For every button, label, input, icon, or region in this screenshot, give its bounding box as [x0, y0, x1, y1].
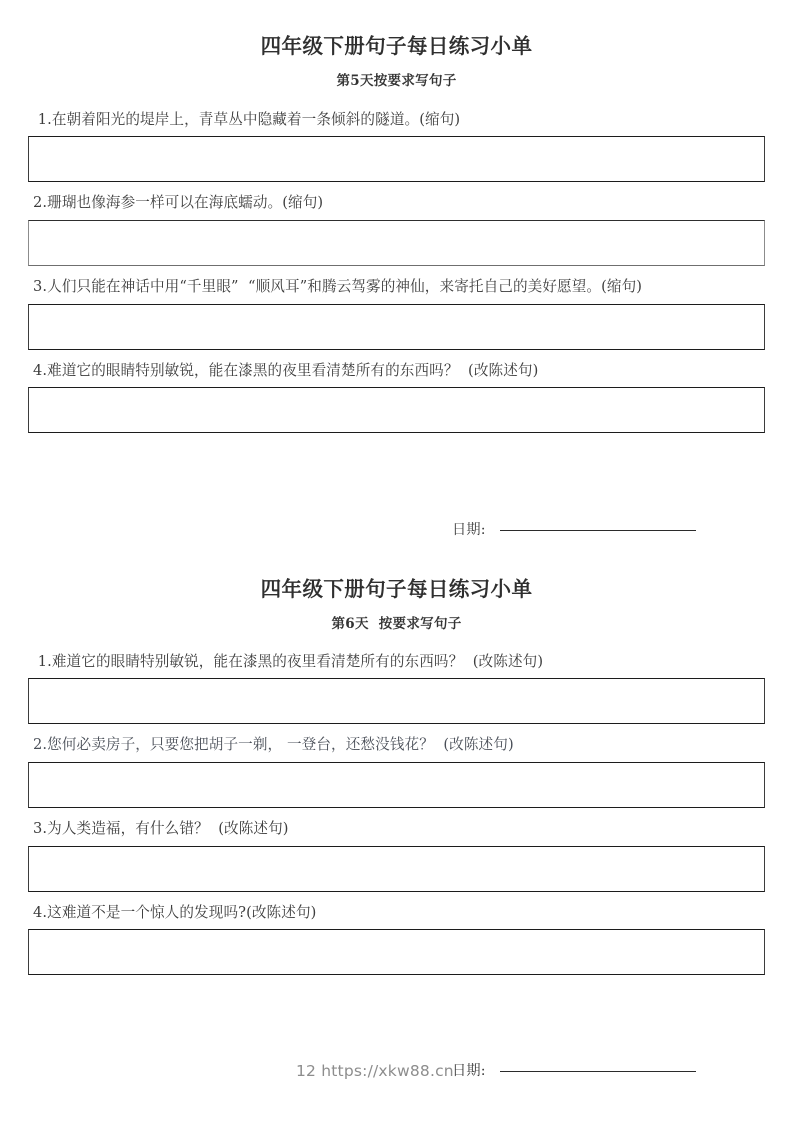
question-text: 4.难道它的眼睛特别敏锐，能在漆黑的夜里看清楚所有的东西吗？ (改陈述句) — [33, 361, 539, 379]
question-block — [0, 892, 793, 976]
question-text: 4.这难道不是一个惊人的发现吗?(改陈述句) — [33, 903, 317, 921]
answer-box[interactable] — [28, 136, 765, 182]
question-text: 3.为人类造福，有什么错？ (改陈述句) — [33, 820, 289, 837]
question-block — [0, 89, 793, 183]
date-row — [452, 519, 696, 539]
question-text: 2.您何必卖房子，只要您把胡子一剃， 一登台，还愁没钱花？ (改陈述句) — [33, 736, 514, 754]
question-block — [0, 808, 793, 892]
question-block — [0, 182, 793, 266]
question-block — [0, 266, 793, 350]
question-block — [0, 632, 793, 725]
question-block — [0, 350, 793, 434]
answer-box[interactable] — [28, 678, 765, 724]
question-text: 3.人们只能在神话中用“千里眼” “顺风耳”和腾云驾雾的神仙，来寄托自己的美好愿望。(缩句) — [33, 278, 643, 295]
date-input-line[interactable] — [500, 530, 696, 531]
worksheet-subtitle: 第5天按要求写句子 — [336, 72, 457, 89]
watermark-text: 12 https://xkw88.cn — [296, 1062, 454, 1080]
question-list — [0, 632, 793, 976]
question-text: 2.珊瑚也像海参一样可以在海底蠕动。(缩句) — [33, 194, 324, 212]
date-label: 日期: — [452, 1063, 486, 1079]
answer-box[interactable] — [28, 304, 765, 350]
worksheet-day-6 — [0, 577, 793, 975]
question-block — [0, 724, 793, 808]
question-list — [0, 89, 793, 434]
worksheet-title: 四年级下册句子每日练习小单 — [260, 577, 533, 601]
date-label: 日期: — [452, 522, 486, 538]
date-input-line[interactable] — [500, 1071, 696, 1072]
answer-box[interactable] — [28, 929, 765, 975]
answer-box[interactable] — [28, 846, 765, 892]
date-row — [452, 1060, 696, 1080]
answer-box[interactable] — [28, 762, 765, 808]
worksheet-title: 四年级下册句子每日练习小单 — [260, 34, 533, 58]
question-text: 1.在朝着阳光的堤岸上，青草丛中隐藏着一条倾斜的隧道。(缩句) — [33, 110, 461, 128]
answer-box[interactable] — [28, 220, 765, 266]
worksheet-day-5 — [0, 34, 793, 433]
worksheet-subtitle: 第6天 按要求写句子 — [331, 615, 462, 632]
question-text: 1.难道它的眼睛特别敏锐，能在漆黑的夜里看清楚所有的东西吗？ (改陈述句) — [33, 652, 544, 670]
answer-box[interactable] — [28, 387, 765, 433]
